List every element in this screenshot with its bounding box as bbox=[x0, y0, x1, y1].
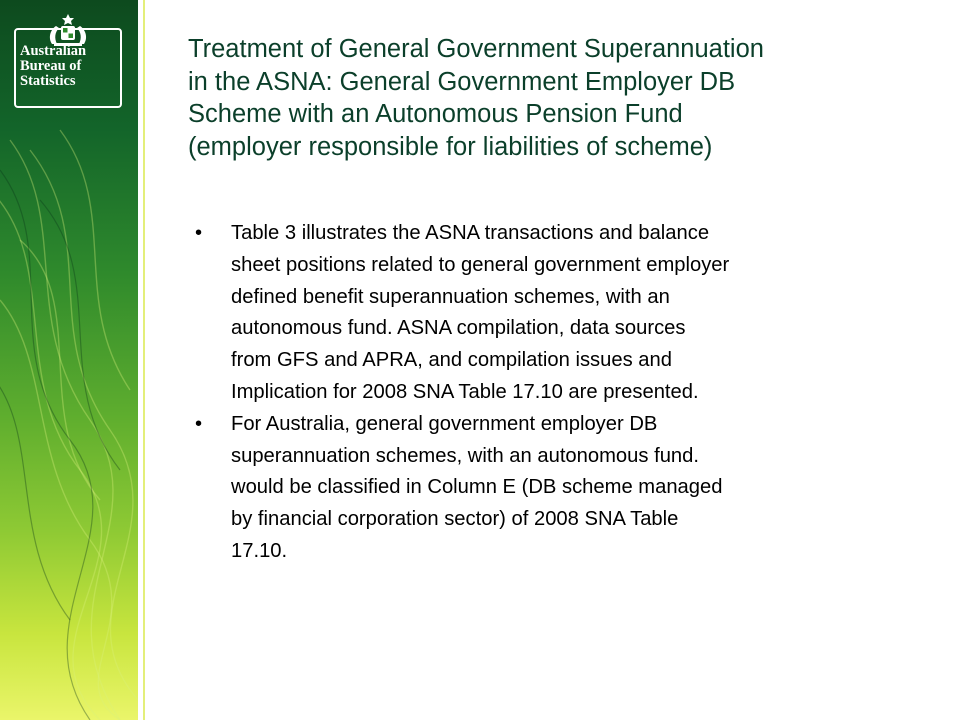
bullet-item bbox=[195, 218, 905, 409]
bullet-line: from GFS and APRA, and compilation issues and bbox=[231, 349, 672, 372]
bullet-line: Table 3 illustrates the ASNA transactions and balance bbox=[231, 222, 710, 244]
bullet-line: autonomous fund. ASNA compilation, data sources bbox=[231, 317, 686, 340]
sidebar-divider bbox=[143, 0, 145, 720]
logo-line: Australian bbox=[20, 43, 87, 59]
bullet-line: Implication for 2008 SNA Table 17.10 are presented. bbox=[231, 380, 699, 403]
slide-title bbox=[188, 33, 928, 163]
bullet-line: would be classified in Column E (DB scheme managed bbox=[231, 476, 723, 499]
title-line: in the ASNA: General Government Employer DB bbox=[188, 67, 736, 96]
logo-line: Bureau of bbox=[20, 58, 82, 74]
bullet-line: by financial corporation sector) of 2008 SNA Table bbox=[231, 508, 679, 531]
abs-logo-text bbox=[20, 44, 120, 89]
bullet-line: sheet positions related to general government employer bbox=[231, 253, 730, 276]
bullet-line: defined benefit superannuation schemes, with an bbox=[231, 285, 670, 308]
bullet-marker: • bbox=[195, 412, 203, 435]
bullet-marker: • bbox=[195, 222, 203, 244]
title-line: (employer responsible for liabilities of scheme) bbox=[188, 132, 713, 161]
swirl-pattern bbox=[0, 0, 138, 720]
bullet-line: For Australia, general government employer DB bbox=[231, 412, 658, 435]
bullet-line: 17.10. bbox=[231, 539, 288, 562]
decorative-sidebar bbox=[0, 0, 138, 720]
logo-line: Statistics bbox=[20, 73, 76, 89]
title-line: Treatment of General Government Superannuation bbox=[188, 35, 764, 63]
title-line: Scheme with an Autonomous Pension Fund bbox=[188, 100, 683, 128]
bullet-item bbox=[195, 409, 905, 568]
bullet-line: superannuation schemes, with an autonomous fund. bbox=[231, 444, 699, 467]
bullet-list bbox=[195, 218, 905, 568]
